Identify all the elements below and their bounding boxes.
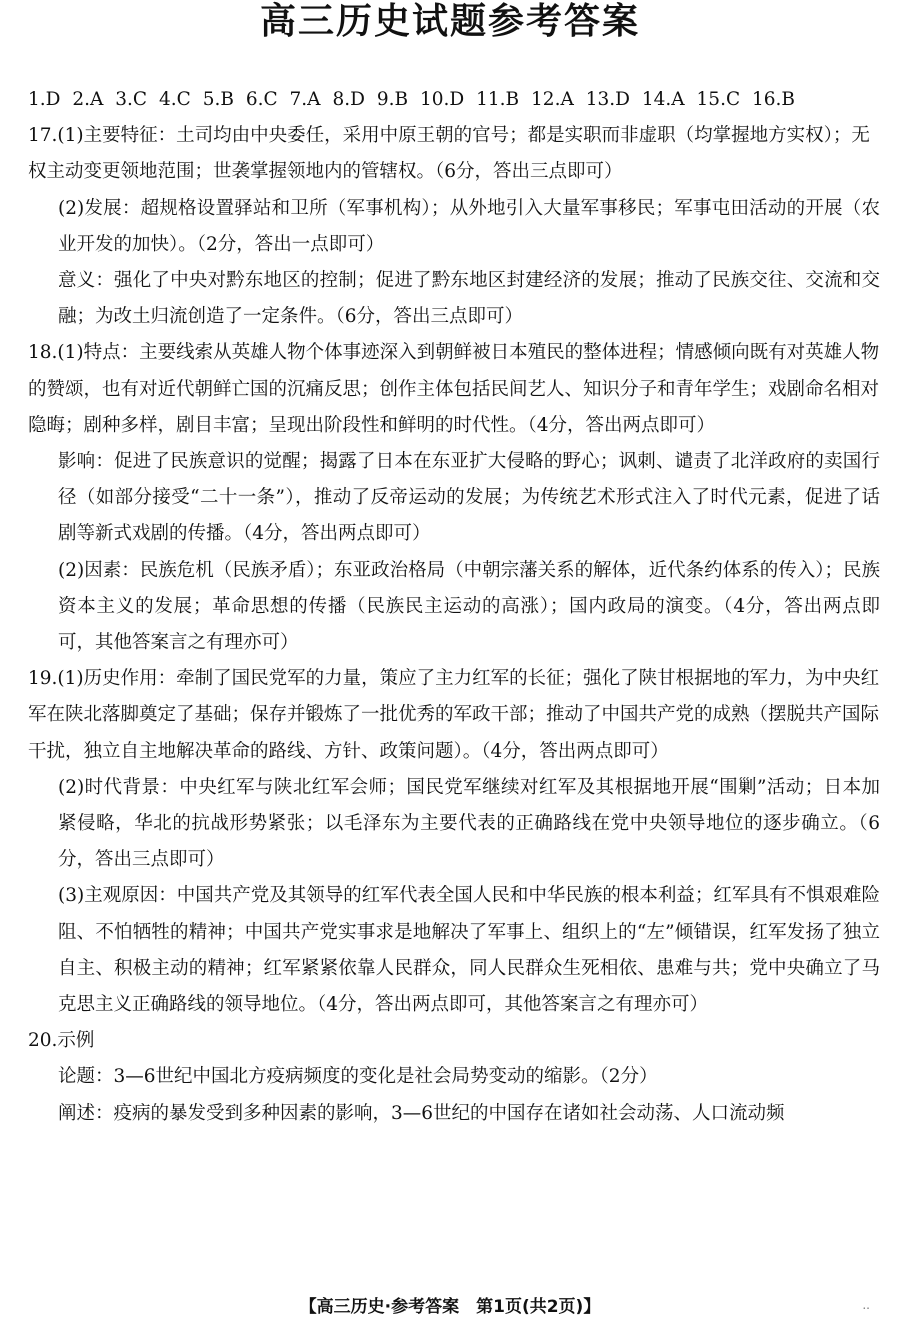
mcq-answers — [28, 82, 880, 118]
mcq-answer: 3.C — [115, 89, 148, 110]
question-17 — [28, 118, 880, 335]
answer-paragraph: (1)主要特征：土司均由中央委任，采用中原王朝的官号；都是实职而非虚职（均掌握地方实权）；无权主动变更领地范围；世袭掌握领地内的管辖权。（6分，答出三点即可） — [28, 125, 870, 183]
mcq-answer: 2.A — [72, 89, 104, 110]
question-18 — [28, 335, 880, 661]
mcq-answer: 6.C — [245, 89, 278, 110]
answer-paragraph: (2)因素：民族危机（民族矛盾）；东亚政治格局（中朝宗藩关系的解体，近代条约体系的传入）；民族资本主义的发展；革命思想的传播（民族民主运动的高涨）；国内政局的演变。（4分，答出两点即可，其他答案言之有理亦可） — [58, 559, 880, 654]
mcq-answer: 11.B — [476, 89, 520, 110]
mcq-answer: 10.D — [419, 89, 465, 110]
question-number: 17. — [28, 125, 58, 147]
mcq-answer: 5.B — [202, 89, 234, 110]
mcq-answer: 7.A — [289, 89, 321, 110]
answer-paragraph: (1)历史作用：牵制了国民党军的力量，策应了主力红军的长征；强化了陕甘根据地的军力，为中央红军在陕北落脚奠定了基础；保存并锻炼了一批优秀的军政干部；推动了中国共产党的成熟（摆脱共产国际干扰，独立自主地解决革命的路线、方针、政策问题）。（4分，答出两点即可） — [28, 668, 880, 762]
mcq-answer: 8.D — [332, 89, 365, 110]
question-20 — [28, 1023, 880, 1132]
mcq-answer: 4.C — [158, 89, 191, 110]
answer-paragraph: (2)发展：超规格设置驿站和卫所（军事机构）；从外地引入大量军事移民；军事屯田活动的开展（农业开发的加快）。（2分，答出一点即可） — [58, 197, 880, 255]
question-number: 19. — [28, 668, 58, 690]
question-19 — [28, 661, 880, 1023]
answer-paragraph: 论题：3—6世纪中国北方疫病频度的变化是社会局势变动的缩影。（2分） — [58, 1066, 658, 1088]
answer-paragraph: 影响：促进了民族意识的觉醒；揭露了日本在东亚扩大侵略的野心；讽刺、谴责了北洋政府的卖国行径（如部分接受“二十一条”），推动了反帝运动的发展；为传统艺术形式注入了时代元素，促进了话剧等新式戏剧的传播。（4分，答出两点即可） — [58, 451, 880, 545]
mcq-answer: 1.D — [28, 89, 61, 110]
page-title: 高三历史试题参考答案 — [259, 1, 640, 42]
mcq-answer: 15.C — [696, 89, 741, 110]
page-footer: 【高三历史·参考答案 第1页(共2页)】 — [299, 1297, 601, 1317]
answer-paragraph: 意义：强化了中央对黔东地区的控制；促进了黔东地区封建经济的发展；推动了民族交往、交流和交融；为改土归流创造了一定条件。（6分，答出三点即可） — [58, 270, 880, 328]
mcq-answer: 9.B — [376, 89, 409, 110]
answer-content — [28, 82, 880, 1132]
example-label: 示例 — [57, 1030, 95, 1052]
answer-paragraph: (2)时代背景：中央红军与陕北红军会师；国民党军继续对红军及其根据地开展“围剿”活动；日本加紧侵略，华北的抗战形势紧张；以毛泽东为主要代表的正确路线在党中央领导地位的逐步确立。（6分，答出三点即可） — [58, 776, 880, 871]
answer-paragraph: (3)主观原因：中国共产党及其领导的红军代表全国人民和中华民族的根本利益；红军具有不惧艰难险阻、不怕牺牲的精神；中国共产党实事求是地解决了军事上、组织上的“左”倾错误，红军发扬了独立自主、积极主动的精神；红军紧紧依靠人民群众，同人民群众生死相依、患难与共；党中央确立了马克思主义正确路线的领导地位。（4分，答出两点即可，其他答案言之有理亦可） — [58, 885, 880, 1016]
mcq-answer: 16.B — [752, 89, 796, 110]
question-number: 18. — [28, 342, 58, 364]
corner-mark: .. — [862, 1298, 870, 1312]
answer-paragraph: (1)特点：主要线索从英雄人物个体事迹深入到朝鲜被日本殖民的整体进程；情感倾向既有对英雄人物的赞颂，也有对近代朝鲜亡国的沉痛反思；创作主体包括民间艺人、知识分子和青年学生；戏剧命名相对隐晦；剧种多样，剧目丰富；呈现出阶段性和鲜明的时代性。（4分，答出两点即可） — [28, 342, 880, 436]
answer-paragraph: 阐述：疫病的暴发受到多种因素的影响，3—6世纪的中国存在诸如社会动荡、人口流动频 — [58, 1102, 785, 1124]
mcq-answer: 13.D — [585, 89, 630, 110]
mcq-answer: 14.A — [641, 89, 685, 110]
question-number: 20. — [28, 1030, 58, 1052]
mcq-answer: 12.A — [531, 89, 574, 110]
